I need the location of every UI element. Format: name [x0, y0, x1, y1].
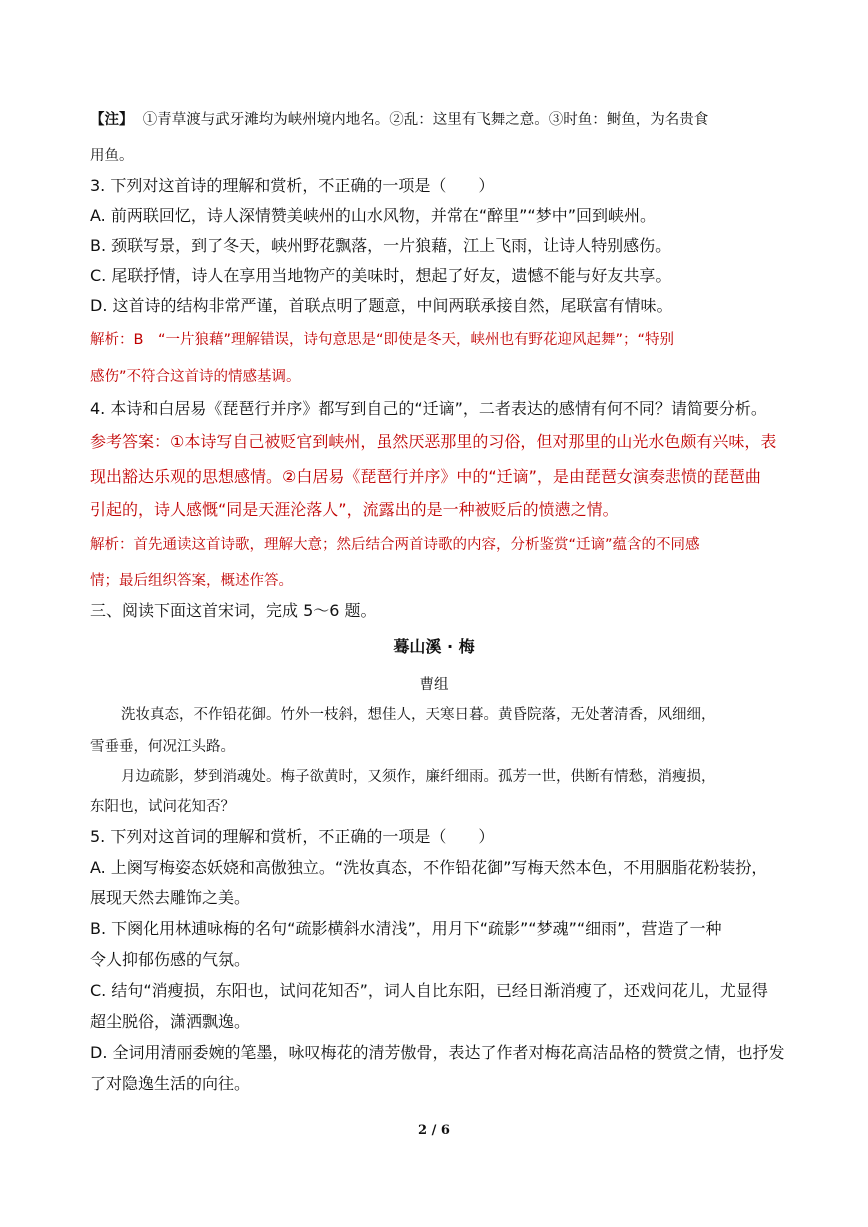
q4-stem: 4. 本诗和白居易《琵琶行并序》都写到自己的“迁谪”，二者表达的感情有何不同？请简要分析。: [90, 399, 767, 418]
q3-option-a: A. 前两联回忆，诗人深情赞美峡州的山水风物，并常在“醉里”“梦中”回到峡州。: [90, 206, 656, 225]
q5-option-c-line-2: 超尘脱俗，潇洒飘逸。: [90, 1012, 251, 1031]
q5-option-d-line-1: D. 全词用清丽委婉的笔墨，咏叹梅花的清芳傲骨，表达了作者对梅花高洁品格的赞赏之情，也抒发: [90, 1043, 785, 1062]
poem-stanza-1-line-2: 雪垂垂，何况江头路。: [90, 739, 235, 755]
note-label: 【注】: [90, 111, 134, 128]
poem-stanza-1-line-1: 洗妆真态，不作铅花御。竹外一枝斜，想佳人，天寒日暮。黄昏院落，无处著清香，风细细，: [121, 707, 716, 723]
poem-stanza-2-line-1: 月边疏影，梦到消魂处。梅子欲黄时，又须作，廉纤细雨。孤芳一世，供断有情愁，消瘦损，: [121, 769, 716, 785]
section-3-heading: 三、阅读下面这首宋词，完成 5～6 题。: [90, 601, 377, 620]
poem-author: 曹组: [419, 677, 449, 693]
q5-option-b-line-1: B. 下阕化用林逋咏梅的名句“疏影横斜水清浅”，用月下“疏影”“梦魂”“细雨”，营造了一种: [90, 919, 722, 938]
q4-answer-line-1: 参考答案：①本诗写自己被贬官到峡州，虽然厌恶那里的习俗，但对那里的山光水色颇有兴味，表: [90, 432, 777, 451]
q3-analysis-line-1: 解析：B “一片狼藉”理解错误，诗句意思是“即使是冬天，峡州也有野花迎风起舞”；“特别: [90, 332, 675, 348]
q5-option-a-line-1: A. 上阕写梅姿态妖娆和高傲独立。“洗妆真态，不作铅花御”写梅天然本色，不用胭脂花粉装扮，: [90, 858, 768, 877]
poem-stanza-2-line-2: 东阳也，试问花知否？: [90, 799, 235, 815]
q3-stem: 3. 下列对这首诗的理解和赏析，不正确的一项是（ ）: [90, 176, 495, 195]
q3-option-c: C. 尾联抒情，诗人在享用当地物产的美味时，想起了好友，遗憾不能与好友共享。: [90, 266, 672, 285]
q5-stem: 5. 下列对这首词的理解和赏析，不正确的一项是（ ）: [90, 827, 495, 846]
q5-option-b-line-2: 令人抑郁伤感的气氛。: [90, 950, 251, 969]
q3-analysis-line-2: 感伤”不符合这首诗的情感基调。: [90, 369, 301, 385]
q5-option-c-line-1: C. 结句“消瘦损，东阳也，试问花知否”，词人自比东阳，已经日渐消瘦了，还戏问花儿，尤显得: [90, 981, 768, 1000]
q5-option-d-line-2: 了对隐逸生活的向往。: [90, 1074, 251, 1093]
q4-answer-line-3: 引起的，诗人感慨“同是天涯沦落人”，流露出的是一种被贬后的愤懑之情。: [90, 500, 619, 519]
note-line-1: [90, 110, 708, 130]
q3-option-d: D. 这首诗的结构非常严谨，首联点明了题意，中间两联承接自然，尾联富有情味。: [90, 296, 673, 315]
q3-option-b: B. 颈联写景，到了冬天，峡州野花飘落，一片狼藉，江上飞雨，让诗人特别感伤。: [90, 236, 672, 255]
q4-analysis-line-1: 解析：首先通读这首诗歌，理解大意；然后结合两首诗歌的内容，分析鉴赏“迁谪”蕴含的不同感: [90, 537, 700, 553]
q4-analysis-line-2: 情；最后组织答案，概述作答。: [90, 573, 293, 589]
poem-title: 蓦山溪 · 梅: [393, 637, 475, 656]
page-number: 2 / 6: [418, 1123, 450, 1138]
note-line-2: 用鱼。: [90, 148, 134, 164]
q4-answer-line-2: 现出豁达乐观的思想感情。②白居易《琵琶行并序》中的“迁谪”，是由琵琶女演奏悲愤的琵琶曲: [90, 467, 761, 486]
q5-option-a-line-2: 展现天然去雕饰之美。: [90, 888, 251, 907]
note-text: ①青草渡与武牙滩均为峡州境内地名。②乱：这里有飞舞之意。③时鱼：鲥鱼，为名贵食: [142, 112, 709, 128]
